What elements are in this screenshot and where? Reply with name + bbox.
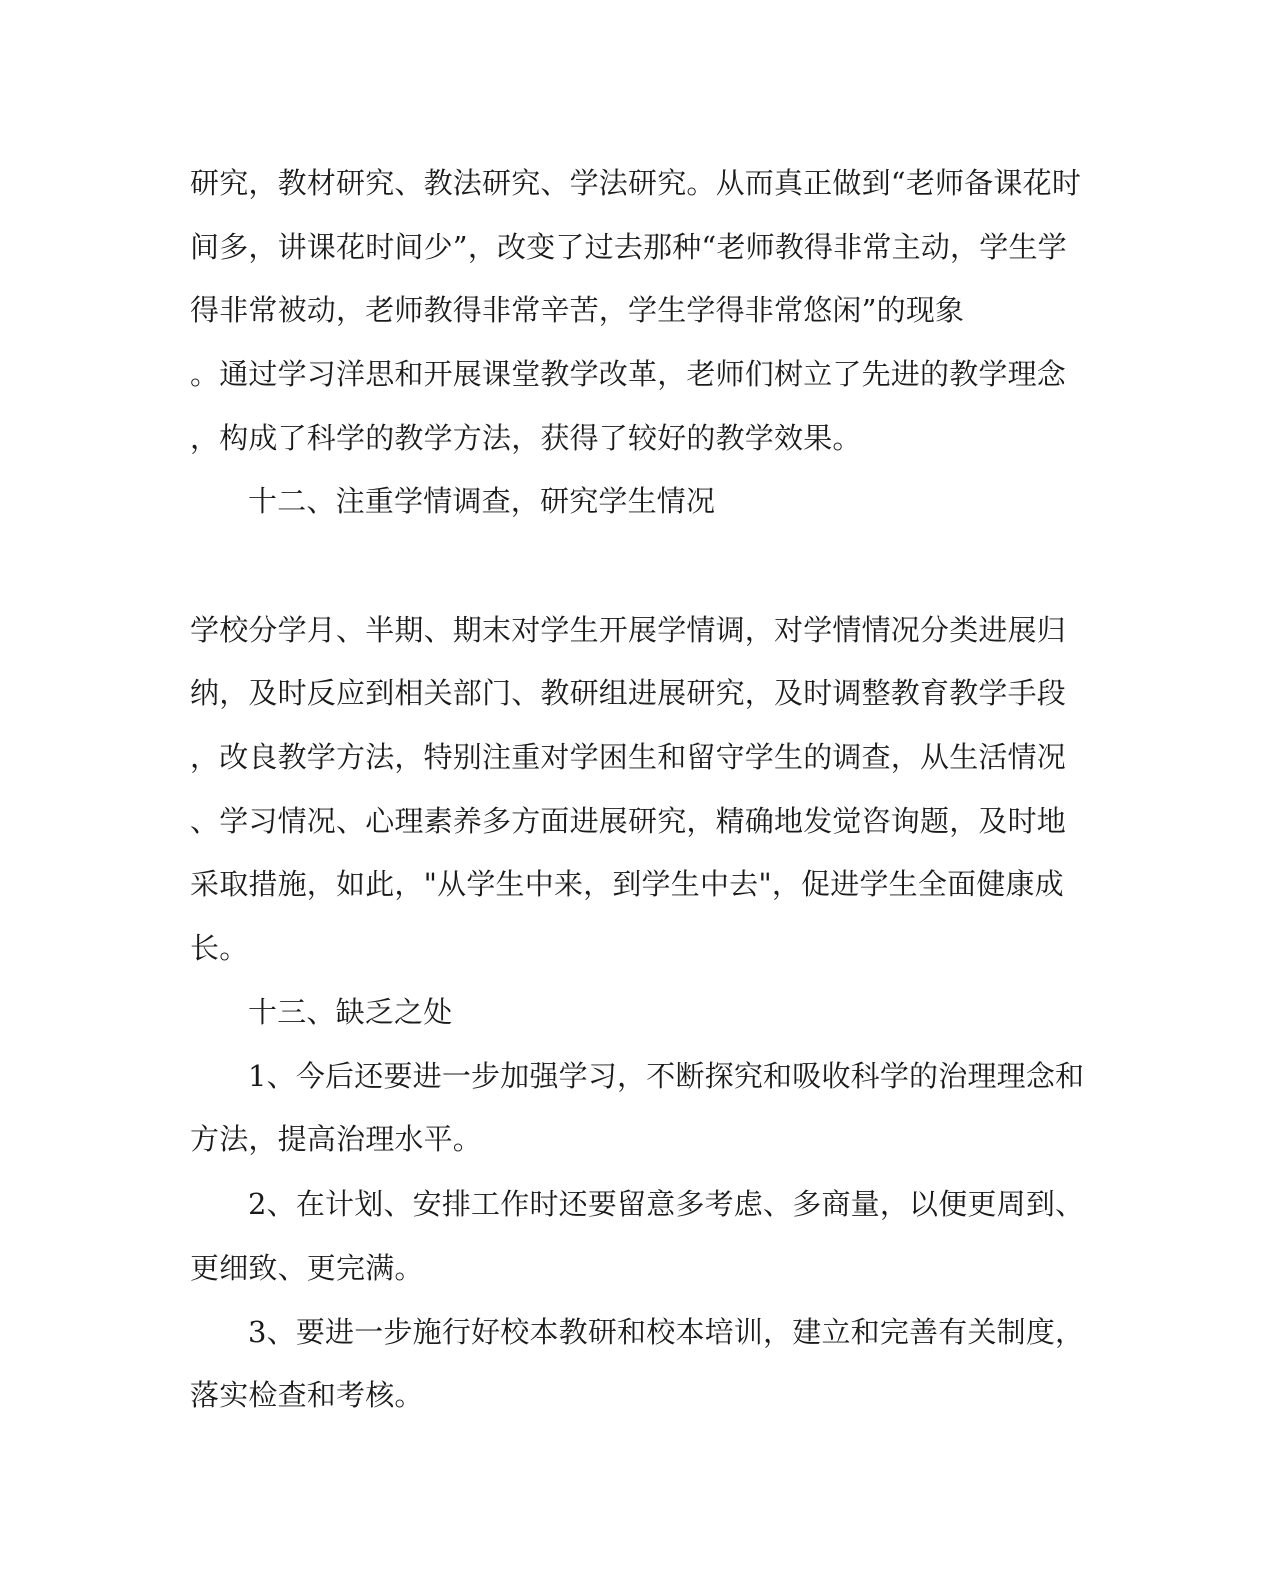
body-text-line: 长。 (190, 931, 249, 965)
body-text-line: 、学习情况、心理素养多方面进展研究，精确地发觉咨询题，及时地 (190, 804, 1067, 838)
list-item-3: 3、要进一步施行好校本教研和校本培训，建立和完善有关制度， (248, 1315, 1085, 1349)
body-text-line: 研究，教材研究、教法研究、学法研究。从而真正做到“老师备课花时 (190, 166, 1082, 200)
body-text-line: ，构成了科学的教学方法，获得了较好的教学效果。 (190, 421, 862, 455)
section-heading-12: 十二、注重学情调查，研究学生情况 (248, 484, 716, 518)
list-item-3-continued: 落实检查和考核。 (190, 1378, 424, 1412)
body-text-line: 学校分学月、半期、期末对学生开展学情调，对学情情况分类进展归 (190, 613, 1067, 647)
body-text-line: 得非常被动，老师教得非常辛苦，学生学得非常悠闲”的现象 (190, 293, 965, 327)
body-text-line: 。通过学习洋思和开展课堂教学改革，老师们树立了先进的教学理念 (190, 357, 1067, 391)
list-item-1: 1、今后还要进一步加强学习，不断探究和吸收科学的治理理念和 (248, 1059, 1085, 1093)
section-heading-13: 十三、缺乏之处 (248, 995, 453, 1029)
list-item-1-continued: 方法，提高治理水平。 (190, 1122, 483, 1156)
body-text-line: 采取措施，如此，"从学生中来，到学生中去"，促进学生全面健康成 (190, 867, 1064, 901)
body-text-line: 间多，讲课花时间少”，改变了过去那种“老师教得非常主动，学生学 (190, 230, 1067, 264)
body-text-line: ，改良教学方法，特别注重对学困生和留守学生的调查，从生活情况 (190, 740, 1067, 774)
list-item-2: 2、在计划、安排工作时还要留意多考虑、多商量，以便更周到、 (248, 1187, 1085, 1221)
list-item-2-continued: 更细致、更完满。 (190, 1251, 424, 1285)
body-text-line: 纳，及时反应到相关部门、教研组进展研究，及时调整教育教学手段 (190, 676, 1067, 710)
